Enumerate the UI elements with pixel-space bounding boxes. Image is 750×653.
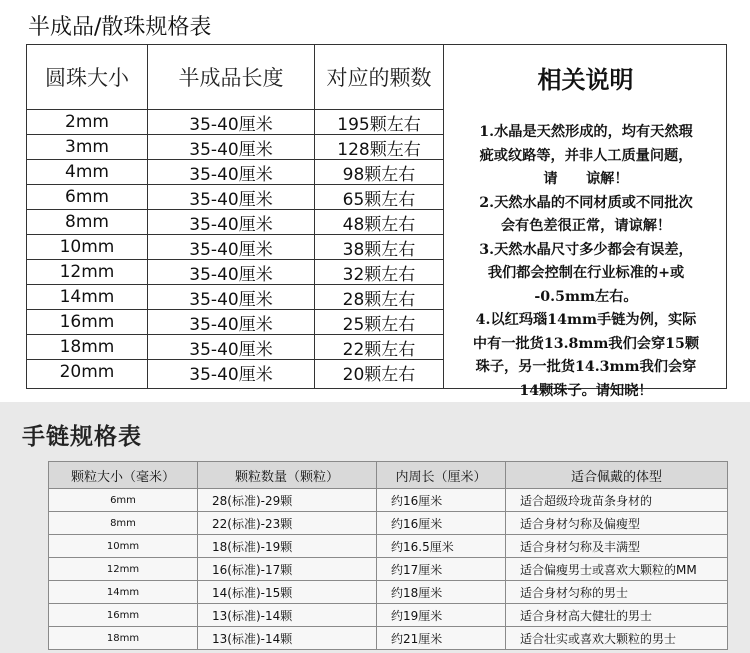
cell-bead-count: 13(标准)-14颗 (198, 604, 377, 627)
cell-bead-count: 28(标准)-29颗 (198, 489, 377, 512)
cell-bead-size: 10mm (49, 535, 198, 558)
header-bead-size: 颗粒大小（毫米） (49, 462, 198, 489)
notes-line: 2.天然水晶的不同材质或不同批次 (479, 194, 693, 211)
cell-body-type: 适合超级玲珑苗条身材的 (506, 489, 728, 512)
notes-title: 相关说明 (537, 65, 634, 94)
semi-finished-spec-table (26, 44, 727, 399)
row-count: 20颗左右 (342, 364, 416, 385)
cell-bead-count: 16(标准)-17颗 (198, 558, 377, 581)
row-length: 35-40厘米 (189, 289, 273, 310)
row-bead-size: 6mm (65, 187, 109, 207)
cell-body-type: 适合偏瘦男士或喜欢大颗粒的MM (506, 558, 728, 581)
row-length: 35-40厘米 (189, 214, 273, 235)
notes-line: 14颗珠子。请知晓！ (519, 382, 653, 399)
notes-line: 我们都会控制在行业标准的+或 (487, 265, 685, 281)
table-row (49, 581, 728, 604)
row-count: 28颗左右 (342, 289, 416, 310)
table-row (49, 558, 728, 581)
row-count: 48颗左右 (342, 214, 416, 235)
row-count: 22颗左右 (342, 339, 416, 360)
row-length: 35-40厘米 (189, 264, 273, 285)
notes-line: 珠子，另一批货14.3mm我们会穿 (475, 359, 697, 375)
header-length: 半成品长度 (178, 66, 284, 90)
cell-body-type: 适合身材高大健壮的男士 (506, 604, 728, 627)
table-row (49, 627, 728, 650)
bracelet-spec-table (48, 461, 728, 650)
cell-body-type: 适合身材匀称及丰满型 (506, 535, 728, 558)
row-bead-size: 2mm (65, 112, 109, 132)
header-bead-size: 圆珠大小 (45, 66, 129, 90)
cell-body-type: 适合身材匀称及偏瘦型 (506, 512, 728, 535)
table-row (49, 512, 728, 535)
cell-body-type: 适合身材匀称的男士 (506, 581, 728, 604)
row-length: 35-40厘米 (189, 164, 273, 185)
notes-line: 4.以红玛瑙14mm手链为例，实际 (475, 312, 697, 328)
row-length: 35-40厘米 (189, 114, 273, 135)
cell-bead-count: 13(标准)-14颗 (198, 627, 377, 650)
row-bead-size: 8mm (65, 212, 109, 232)
notes-line: 3.天然水晶尺寸多少都会有误差， (479, 241, 693, 258)
row-length: 35-40厘米 (189, 189, 273, 210)
row-length: 35-40厘米 (189, 139, 273, 160)
row-length: 35-40厘米 (189, 239, 273, 260)
cell-inner-circumference: 约16厘米 (377, 512, 506, 535)
row-bead-size: 16mm (59, 312, 115, 332)
cell-inner-circumference: 约19厘米 (377, 604, 506, 627)
bracelet-table-title: 手链规格表 (22, 424, 142, 450)
cell-bead-count: 22(标准)-23颗 (198, 512, 377, 535)
notes-line: 疵或纹路等，并非人工质量问题， (479, 147, 693, 164)
cell-inner-circumference: 约18厘米 (377, 581, 506, 604)
row-count: 195颗左右 (337, 114, 421, 135)
row-length: 35-40厘米 (189, 339, 273, 360)
cell-inner-circumference: 约16厘米 (377, 489, 506, 512)
row-bead-size: 20mm (59, 362, 115, 382)
notes-line: 中有一批货13.8mm我们会穿15颗 (472, 335, 700, 352)
cell-bead-size: 18mm (49, 627, 198, 650)
table-row (49, 489, 728, 512)
header-inner-circumference: 内周长（厘米） (377, 462, 506, 489)
header-count: 对应的颗数 (326, 66, 432, 90)
header-body-type: 适合佩戴的体型 (506, 462, 728, 489)
row-bead-size: 10mm (59, 237, 115, 257)
table-row (49, 535, 728, 558)
row-count: 98颗左右 (342, 164, 416, 185)
header-bead-count: 颗粒数量（颗粒） (198, 462, 377, 489)
notes-text (445, 121, 727, 403)
cell-bead-size: 8mm (49, 512, 198, 535)
notes-line: 请 谅解！ (543, 171, 629, 187)
cell-body-type: 适合壮实或喜欢大颗粒的男士 (506, 627, 728, 650)
notes-line: 1.水晶是天然形成的，均有天然瑕 (479, 124, 693, 140)
cell-bead-size: 14mm (49, 581, 198, 604)
row-count: 32颗左右 (342, 264, 416, 285)
cell-inner-circumference: 约17厘米 (377, 558, 506, 581)
cell-inner-circumference: 约16.5厘米 (377, 535, 506, 558)
row-count: 38颗左右 (342, 239, 416, 260)
semi-finished-table-title: 半成品/散珠规格表 (28, 15, 212, 40)
cell-bead-size: 12mm (49, 558, 198, 581)
row-length: 35-40厘米 (189, 364, 273, 385)
notes-line: 会有色差很正常，请谅解！ (500, 218, 672, 234)
row-bead-size: 4mm (65, 162, 109, 182)
cell-bead-count: 18(标准)-19颗 (198, 535, 377, 558)
row-count: 25颗左右 (342, 314, 416, 335)
table-row (49, 604, 728, 627)
row-count: 65颗左右 (342, 189, 416, 210)
notes-line: -0.5mm左右。 (534, 288, 638, 305)
cell-bead-size: 6mm (49, 489, 198, 512)
cell-bead-size: 16mm (49, 604, 198, 627)
row-count: 128颗左右 (337, 139, 421, 160)
cell-inner-circumference: 约21厘米 (377, 627, 506, 650)
row-bead-size: 3mm (65, 137, 109, 157)
row-bead-size: 18mm (59, 337, 115, 357)
row-length: 35-40厘米 (189, 314, 273, 335)
row-bead-size: 14mm (59, 287, 115, 307)
row-bead-size: 12mm (59, 262, 115, 282)
cell-bead-count: 14(标准)-15颗 (198, 581, 377, 604)
